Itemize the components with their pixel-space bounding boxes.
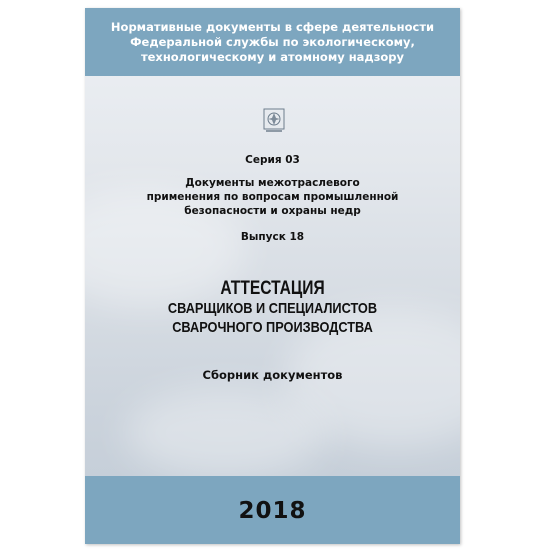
subtitle: Сборник документов	[202, 368, 343, 382]
series-description-line: безопасности и охраны недр	[184, 205, 361, 217]
emblem-icon	[263, 108, 285, 134]
book-cover	[85, 8, 460, 544]
title-sub-line: СВАРОЧНОГО ПРОИЗВОДСТВА	[172, 319, 373, 336]
header-band	[85, 8, 460, 76]
series-description-line: применения по вопросам промышленной	[146, 191, 399, 203]
header-line: Федеральной службы по экологическому,	[130, 35, 415, 49]
publication-year: 2018	[238, 498, 307, 524]
series-label: Серия 03	[245, 154, 300, 166]
header-line: технологическому и атомному надзору	[140, 50, 405, 64]
footer-band	[85, 476, 460, 544]
title-main: АТТЕСТАЦИЯ	[220, 278, 325, 299]
cloud-decoration	[125, 388, 325, 478]
header-line: Нормативные документы в сфере деятельности	[110, 20, 435, 34]
series-description-line: Документы межотраслевого	[185, 177, 360, 189]
title-sub-line: СВАРЩИКОВ И СПЕЦИАЛИСТОВ	[167, 300, 378, 317]
issue-label: Выпуск 18	[240, 231, 305, 243]
